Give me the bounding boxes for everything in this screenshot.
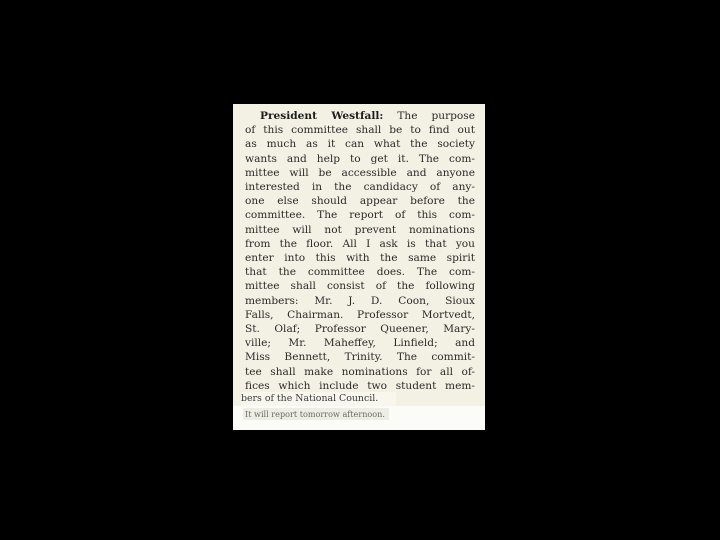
paragraph-line: mittee shall consist of the following [245,280,475,293]
paragraph-line: members: Mr. J. D. Coon, Sioux [245,294,475,307]
pasted-line-1: bers of the National Council. [241,392,396,406]
speaker-name: President Westfall: [260,110,384,122]
paragraph-line: ville; Mr. Maheffey, Linfield; and [245,337,475,350]
paragraph-line: mittee will not prevent nominations [245,223,475,236]
paragraph-line: Miss Bennett, Trinity. The commit- [245,351,475,364]
paragraph-line: wants and help to get it. The com- [245,152,475,165]
paragraph-line-1 [245,109,475,123]
paragraph-line: interested in the candidacy of any- [245,181,475,194]
paragraph-line: committee. The report of this com- [245,209,475,222]
paragraph-line: from the floor. All I ask is that you [245,237,475,250]
paragraph-line: fices which include two student mem- [245,379,475,392]
pasted-line-2: It will report tomorrow afternoon. [243,408,389,420]
paragraph-line: mittee will be accessible and anyone [245,166,475,179]
paragraph-line: St. Olaf; Professor Queener, Mary- [245,323,475,336]
paragraph-line: as much as it can what the society [245,138,475,151]
paragraph-line: that the committee does. The com- [245,266,475,279]
text-line: The purpose [397,110,476,122]
pasted-text-strip [233,392,485,406]
document-clipping [233,104,485,395]
pasted-text-strip [233,406,485,430]
paragraph-line: one else should appear before the [245,195,475,208]
paragraph-line: of this committee shall be to find out [245,124,475,137]
paragraph-line: tee shall make nominations for all of- [245,365,475,378]
paragraph-line: enter into this with the same spirit [245,252,475,265]
paragraph-line: Falls, Chairman. Professor Mortvedt, [245,308,475,321]
